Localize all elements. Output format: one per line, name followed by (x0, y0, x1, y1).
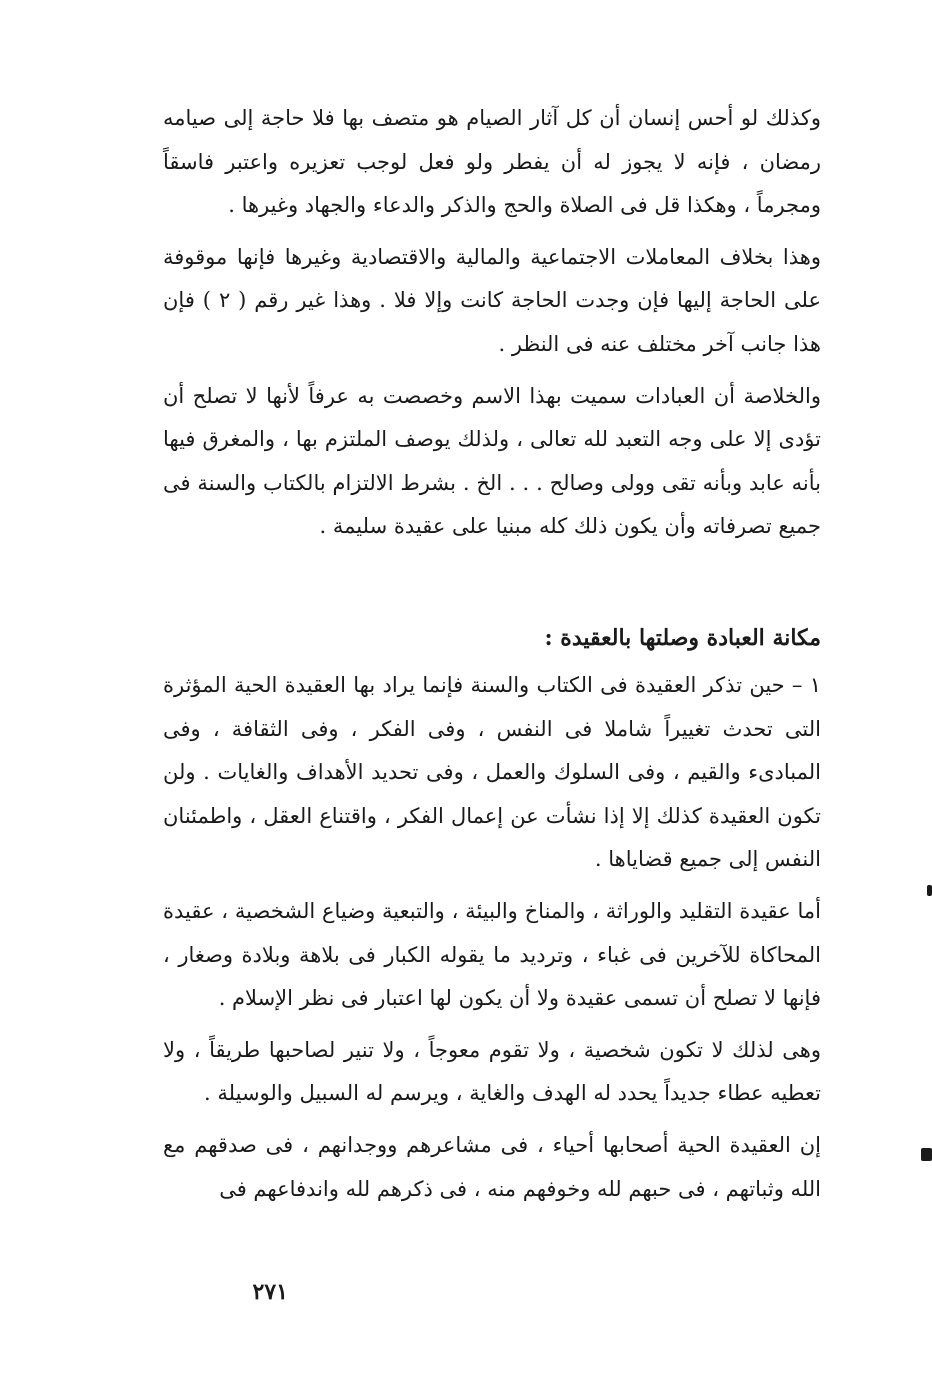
page-number: ٢٧١ (252, 1279, 288, 1305)
paragraph-living-people: إن العقيدة الحية أصحابها أحياء ، فى مشاعرهم ووجدانهم ، فى صدقهم مع الله وثباتهم ، فى حبهم لله وخوفهم منه ، فى ذكرهم لله واندفاعهم فى (163, 1132, 821, 1201)
paragraph-summary: والخلاصة أن العبادات سميت بهذا الاسم وخصصت به عرفاً لأنها لا تصلح أن تؤدى إلا على وجه التعبد لله تعالى ، ولذلك يوصف الملتزم بها ، والمغرق فيها بأنه عابد وبأنه تقى وولى وصالح . . . الخ . بشرط الالتزام بالكتاب والسنة فى جميع تصرفاته وأن يكون ذلك كله مبنيا على عقيدة سليمة . (163, 383, 821, 539)
paragraph-fasting: وكذلك لو أحس إنسان أن كل آثار الصيام هو متصف بها فلا حاجة إلى صيامه رمضان ، فإنه لا يجوز له أن يفطر ولو فعل لوجب تعزيره واعتبر فاسقاً ومجرماً ، وهكذا قل فى الصلاة والحج والذكر والدعاء والجهاد وغيرها . (163, 106, 821, 218)
paragraph-transactions: وهذا بخلاف المعاملات الاجتماعية والمالية والاقتصادية وغيرها فإنها موقوفة على الحاجة إليها فإن وجدت الحاجة كانت وإلا فلا . وهذا غير رقم ( ٢ ) فإن هذا جانب آخر مختلف عنه فى النظر . (163, 244, 821, 356)
top-text-section (163, 97, 821, 549)
paragraph-living-creed: ١ – حين تذكر العقيدة فى الكتاب والسنة فإنما يراد بها العقيدة الحية المؤثرة التى تحدث تغييراً شاملا فى النفس ، وفى الفكر ، وفى الثقافة ، وفى المبادىء والقيم ، وفى السلوك والعمل ، وفى تحديد الأهداف والغايات . ولن تكون العقيدة كذلك إلا إذا نشأت عن إعمال الفكر ، واقتناع العقل ، واطمئنان النفس إلى جميع قضاياها . (163, 673, 821, 872)
bottom-text-section (163, 664, 821, 1211)
scan-edge-mark (927, 885, 932, 896)
section-heading: مكانة العبادة وصلتها بالعقيدة : (544, 625, 821, 651)
scan-edge-mark (921, 1148, 932, 1161)
paragraph-no-personality: وهى لذلك لا تكون شخصية ، ولا تقوم معوجاً ، ولا تنير لصاحبها طريقاً ، ولا تعطيه عطاء جديداً يحدد له الهدف والغاية ، ويرسم له السبيل والوسيلة . (163, 1037, 821, 1106)
paragraph-imitation-creed: أما عقيدة التقليد والوراثة ، والمناخ والبيئة ، والتبعية وضياع الشخصية ، عقيدة المحاكاة للآخرين فى غباء ، وترديد ما يقوله الكبار فى بلاهة وبلادة وصغار ، فإنها لا تصلح أن تسمى عقيدة ولا أن يكون لها اعتبار فى نظر الإسلام . (163, 898, 821, 1011)
